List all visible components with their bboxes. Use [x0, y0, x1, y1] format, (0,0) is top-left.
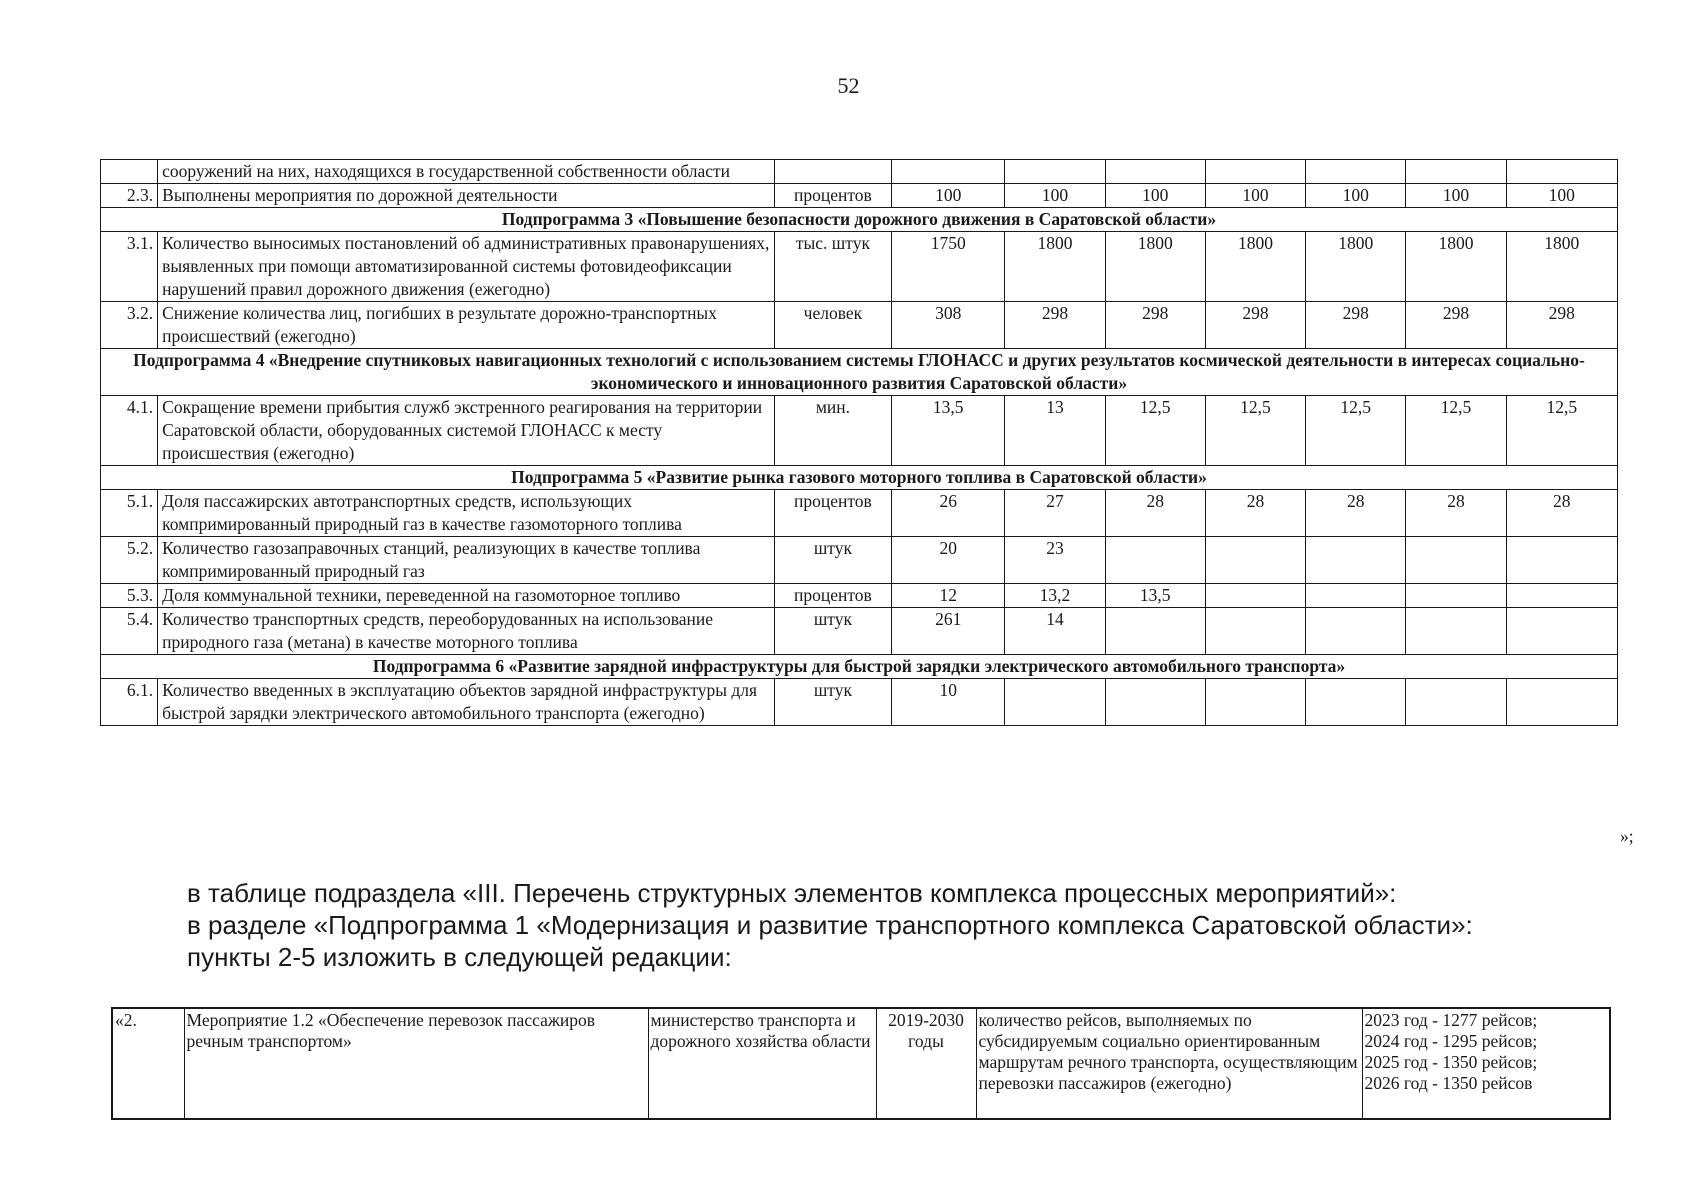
value-cell: 28 — [1205, 490, 1305, 537]
value-cell — [1005, 679, 1105, 726]
value-cell: 1800 — [1005, 232, 1105, 302]
value-cell — [1306, 584, 1406, 608]
value-cell: 14 — [1005, 608, 1105, 655]
closing-quote: »; — [1620, 826, 1634, 846]
value-cell — [1105, 679, 1205, 726]
event-indicator: количество рейсов, выполняемых по субсидируемым социально ориентированным маршрутам речного транспорта, осуществляющим перевозки пассажиров (ежегодно) — [976, 1008, 1362, 1119]
value-cell: 100 — [1406, 184, 1506, 208]
unit-cell: штук — [774, 608, 891, 655]
indicator-name: Сокращение времени прибытия служб экстренного реагирования на территории Саратовской области, оборудованных системой ГЛОНАСС к месту происшествия (ежегодно) — [158, 396, 775, 466]
row-number: 6.1. — [101, 679, 158, 726]
indicator-name: Количество транспортных средств, переоборудованных на использование природного газа (метана) в качестве моторного топлива — [158, 608, 775, 655]
subprogram-header-row — [101, 655, 1618, 679]
table-row — [101, 537, 1618, 584]
value-cell — [1506, 537, 1617, 584]
value-cell — [1105, 608, 1205, 655]
indicator-name: Выполнены мероприятия по дорожной деятельности — [158, 184, 775, 208]
indicators-table — [100, 159, 1618, 726]
instruction-text — [187, 877, 1607, 973]
event-value-line: 2024 год - 1295 рейсов; — [1364, 1031, 1538, 1051]
value-cell: 28 — [1506, 490, 1617, 537]
page-number: 52 — [837, 73, 860, 98]
indicator-name: сооружений на них, находящихся в государственной собственности области — [158, 160, 775, 184]
value-cell: 23 — [1005, 537, 1105, 584]
value-cell — [1306, 160, 1406, 184]
table-row — [101, 608, 1618, 655]
indicator-name: Снижение количества лиц, погибших в результате дорожно-транспортных происшествий (ежегодно) — [158, 302, 775, 349]
subprogram-header-row — [101, 349, 1618, 396]
table-row — [112, 1008, 1610, 1119]
value-cell: 10 — [892, 679, 1005, 726]
value-cell: 13,5 — [892, 396, 1005, 466]
table-row — [101, 396, 1618, 466]
table-row — [101, 490, 1618, 537]
value-cell: 12,5 — [1205, 396, 1305, 466]
value-cell: 13,2 — [1005, 584, 1105, 608]
value-cell — [1506, 584, 1617, 608]
row-number: 5.2. — [101, 537, 158, 584]
value-cell — [1306, 679, 1406, 726]
instruction-line: в таблице подраздела «III. Перечень структурных элементов комплекса процессных мероприятий»: — [187, 878, 1397, 908]
row-number: 2.3. — [101, 184, 158, 208]
value-cell — [1105, 537, 1205, 584]
value-cell — [1406, 160, 1506, 184]
indicator-name: Количество введенных в эксплуатацию объектов зарядной инфраструктуры для быстрой зарядки электрического автомобильного транспорта (ежегодно) — [158, 679, 775, 726]
row-number: 4.1. — [101, 396, 158, 466]
indicator-name: Количество газозаправочных станций, реализующих в качестве топлива компримированный природный газ — [158, 537, 775, 584]
value-cell: 1800 — [1406, 232, 1506, 302]
value-cell: 100 — [1506, 184, 1617, 208]
row-number: 3.1. — [101, 232, 158, 302]
value-cell — [1205, 679, 1305, 726]
value-cell: 13,5 — [1105, 584, 1205, 608]
row-number: 3.2. — [101, 302, 158, 349]
value-cell: 298 — [1105, 302, 1205, 349]
value-cell: 100 — [892, 184, 1005, 208]
value-cell — [892, 160, 1005, 184]
subprogram-title: Подпрограмма 3 «Повышение безопасности дорожного движения в Саратовской области» — [101, 208, 1618, 232]
row-number: 5.3. — [101, 584, 158, 608]
table-row — [101, 679, 1618, 726]
value-cell — [1406, 608, 1506, 655]
unit-cell: штук — [774, 537, 891, 584]
value-cell: 298 — [1506, 302, 1617, 349]
value-cell: 298 — [1306, 302, 1406, 349]
value-cell: 28 — [1406, 490, 1506, 537]
value-cell: 12 — [892, 584, 1005, 608]
value-cell — [1306, 608, 1406, 655]
event-value-line: 2025 год - 1350 рейсов; — [1364, 1052, 1538, 1072]
table-row — [101, 302, 1618, 349]
event-value-line: 2023 год - 1277 рейсов; — [1364, 1010, 1538, 1030]
row-number: 5.4. — [101, 608, 158, 655]
value-cell — [1205, 537, 1305, 584]
subprogram-title: Подпрограмма 5 «Развитие рынка газового моторного топлива в Саратовской области» — [101, 466, 1618, 490]
unit-cell: тыс. штук — [774, 232, 891, 302]
value-cell — [1506, 608, 1617, 655]
value-cell: 100 — [1005, 184, 1105, 208]
value-cell: 261 — [892, 608, 1005, 655]
indicator-name: Доля коммунальной техники, переведенной на газомоторное топливо — [158, 584, 775, 608]
unit-cell: штук — [774, 679, 891, 726]
value-cell: 27 — [1005, 490, 1105, 537]
value-cell: 12,5 — [1406, 396, 1506, 466]
value-cell — [1005, 160, 1105, 184]
table-row — [101, 584, 1618, 608]
value-cell: 298 — [1406, 302, 1506, 349]
value-cell: 100 — [1205, 184, 1305, 208]
table-row — [101, 160, 1618, 184]
value-cell: 308 — [892, 302, 1005, 349]
subprogram-header-row — [101, 466, 1618, 490]
instruction-line: пункты 2-5 изложить в следующей редакции: — [187, 942, 732, 972]
value-cell — [1205, 160, 1305, 184]
value-cell — [1306, 537, 1406, 584]
value-cell: 12,5 — [1105, 396, 1205, 466]
value-cell: 298 — [1205, 302, 1305, 349]
table-row — [101, 184, 1618, 208]
value-cell: 28 — [1306, 490, 1406, 537]
value-cell: 26 — [892, 490, 1005, 537]
value-cell: 12,5 — [1506, 396, 1617, 466]
value-cell — [1105, 160, 1205, 184]
row-number — [101, 160, 158, 184]
table-row — [101, 232, 1618, 302]
unit-cell: процентов — [774, 184, 891, 208]
value-cell: 1750 — [892, 232, 1005, 302]
value-cell — [1406, 584, 1506, 608]
value-cell: 1800 — [1105, 232, 1205, 302]
event-number: «2. — [112, 1008, 184, 1119]
unit-cell — [774, 160, 891, 184]
event-executor: министерство транспорта и дорожного хозяйства области — [648, 1008, 876, 1119]
indicator-name: Количество выносимых постановлений об административных правонарушениях, выявленных при помощи автоматизированной системы фотовидеофиксации нарушений правил дорожного движения (ежегодно) — [158, 232, 775, 302]
value-cell: 1800 — [1205, 232, 1305, 302]
subprogram-title: Подпрограмма 6 «Развитие зарядной инфраструктуры для быстрой зарядки электрического автомобильного транспорта» — [101, 655, 1618, 679]
unit-cell: процентов — [774, 584, 891, 608]
value-cell: 1800 — [1306, 232, 1406, 302]
value-cell: 100 — [1306, 184, 1406, 208]
indicator-name: Доля пассажирских автотранспортных средств, использующих компримированный природный газ в качестве газомоторного топлива — [158, 490, 775, 537]
event-name: Мероприятие 1.2 «Обеспечение перевозок пассажиров речным транспортом» — [184, 1008, 648, 1119]
value-cell — [1205, 584, 1305, 608]
events-table — [111, 1007, 1611, 1120]
event-value-line: 2026 год - 1350 рейсов — [1364, 1073, 1533, 1093]
value-cell — [1406, 537, 1506, 584]
instruction-line: в разделе «Подпрограмма 1 «Модернизация и развитие транспортного комплекса Саратовской области»: — [187, 910, 1473, 940]
value-cell: 28 — [1105, 490, 1205, 537]
subprogram-title: Подпрограмма 4 «Внедрение спутниковых навигационных технологий с использованием системы ГЛОНАСС и других результатов космической деятельности в интересах социально-экономического и инновационного развития Саратовской области» — [101, 349, 1618, 396]
value-cell: 13 — [1005, 396, 1105, 466]
subprogram-header-row — [101, 208, 1618, 232]
value-cell — [1506, 679, 1617, 726]
value-cell: 100 — [1105, 184, 1205, 208]
value-cell — [1205, 608, 1305, 655]
value-cell: 12,5 — [1306, 396, 1406, 466]
row-number: 5.1. — [101, 490, 158, 537]
unit-cell: процентов — [774, 490, 891, 537]
value-cell — [1406, 679, 1506, 726]
event-values — [1362, 1008, 1610, 1119]
unit-cell: мин. — [774, 396, 891, 466]
value-cell: 298 — [1005, 302, 1105, 349]
value-cell: 1800 — [1506, 232, 1617, 302]
event-period: 2019-2030 годы — [876, 1008, 976, 1119]
unit-cell: человек — [774, 302, 891, 349]
value-cell — [1506, 160, 1617, 184]
value-cell: 20 — [892, 537, 1005, 584]
